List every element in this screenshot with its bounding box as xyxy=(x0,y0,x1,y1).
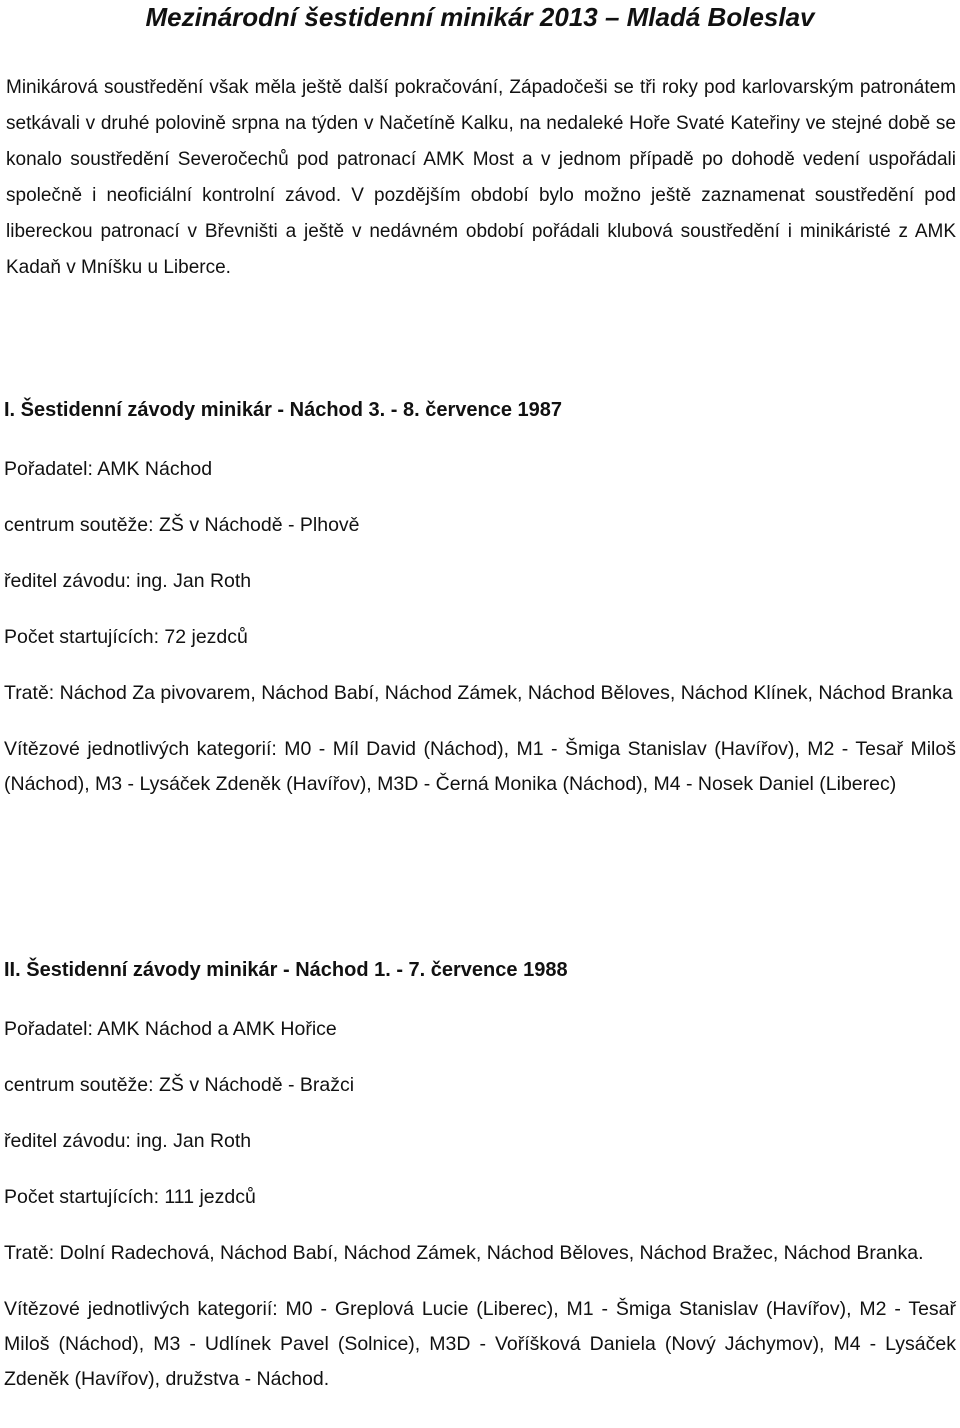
director-line: ředitel závodu: ing. Jan Roth xyxy=(4,1130,252,1152)
section-1988 xyxy=(4,956,956,1418)
document-title: Mezinárodní šestidenní minikár 2013 – Mladá Boleslav xyxy=(145,2,815,32)
director-line: ředitel závodu: ing. Jan Roth xyxy=(4,570,252,592)
section-1987 xyxy=(4,396,956,823)
section-heading: I. Šestidenní závody minikár - Náchod 3. - 8. července 1987 xyxy=(4,399,563,421)
section-heading: II. Šestidenní závody minikár - Náchod 1. - 7. července 1988 xyxy=(4,959,568,981)
tracks-paragraph: Tratě: Dolní Radechová, Náchod Babí, Náchod Zámek, Náchod Běloves, Náchod Bražec, Náchod Branka. xyxy=(4,1242,924,1264)
winners-paragraph: Vítězové jednotlivých kategorií: M0 - Greplová Lucie (Liberec), M1 - Šmiga Stanislav (Havířov), M2 - Tesař Miloš (Náchod), M3 - Udlínek Pavel (Solnice), M3D - Voříšková Daniela (Nový Jáchymov), M4 - Lysáček Zdeněk (Havířov), družstva - Náchod. xyxy=(4,1298,956,1390)
starters-line: Počet startujících: 72 jezdců xyxy=(4,626,248,648)
starters-line: Počet startujících: 111 jezdců xyxy=(4,1186,256,1208)
intro-paragraph: Minikárová soustředění však měla ještě další pokračování, Západočeši se tři roky pod karlovarským patronátem setkávali v druhé polovině srpna na týden v Načetíně Kalku, na nedaleké Hoře Svaté Kateřiny ve stejné době se konalo soustředění Severočechů pod patronací AMK Most a v jednom případě po dohodě vedení uspořádali společně i neoficiální kontrolní závod. V pozdějším období bylo možno ještě zaznamenat soustředění pod libereckou patronací v Břevništi a ještě v nedávném období pořádali klubová soustředění i minikáristé z AMK Kadaň v Mníšku u Liberce. xyxy=(6,77,956,278)
center-line: centrum soutěže: ZŠ v Náchodě - Bražci xyxy=(4,1074,355,1096)
organizer-line: Pořadatel: AMK Náchod xyxy=(4,458,213,480)
tracks-paragraph: Tratě: Náchod Za pivovarem, Náchod Babí, Náchod Zámek, Náchod Běloves, Náchod Klínek, Náchod Branka xyxy=(4,682,953,704)
organizer-line: Pořadatel: AMK Náchod a AMK Hořice xyxy=(4,1018,337,1040)
center-line: centrum soutěže: ZŠ v Náchodě - Plhově xyxy=(4,514,360,536)
winners-paragraph: Vítězové jednotlivých kategorií: M0 - Míl David (Náchod), M1 - Šmiga Stanislav (Havířov), M2 - Tesař Miloš (Náchod), M3 - Lysáček Zdeněk (Havířov), M3D - Černá Monika (Náchod), M4 - Nosek Daniel (Liberec) xyxy=(4,738,956,795)
